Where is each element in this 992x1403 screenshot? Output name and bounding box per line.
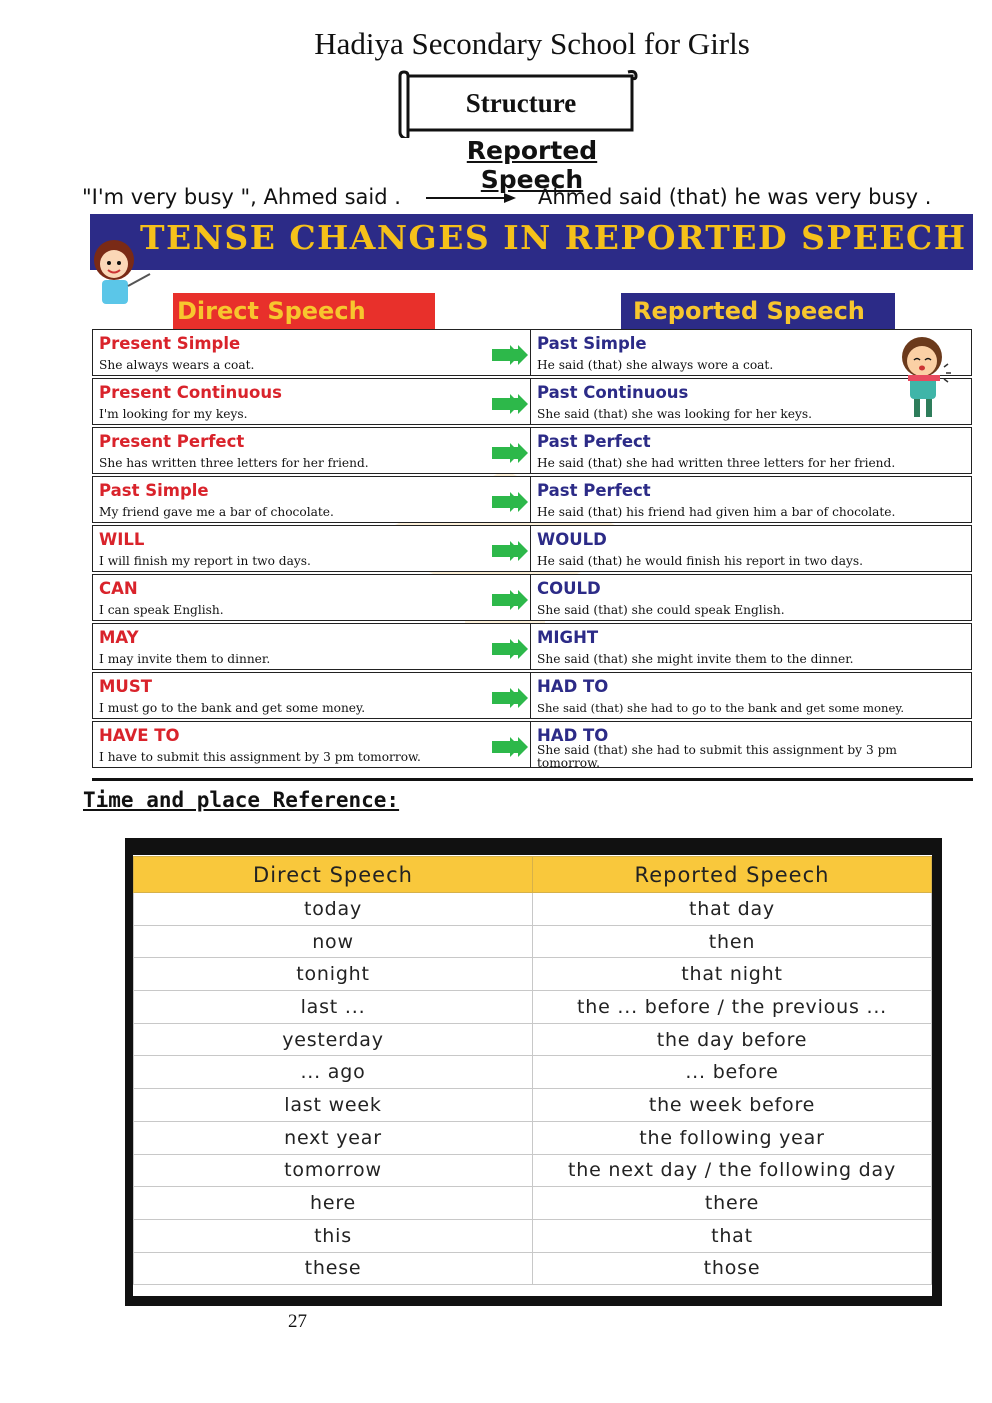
table-row xyxy=(134,991,932,1024)
page-number: 27 xyxy=(288,1311,307,1332)
direct-tense-example: She has written three letters for her friend. xyxy=(99,456,369,470)
direct-tense-label: MUST xyxy=(99,677,152,696)
tense-row xyxy=(92,427,972,476)
reported-cell: those xyxy=(533,1252,932,1285)
direct-tense-cell xyxy=(92,623,532,670)
direct-cell: tomorrow xyxy=(134,1154,533,1187)
direct-cell: these xyxy=(134,1252,533,1285)
table-row xyxy=(134,1089,932,1122)
tense-row xyxy=(92,525,972,574)
direct-cell: last ... xyxy=(134,991,533,1024)
table-row xyxy=(134,1219,932,1252)
reported-tense-label: Past Perfect xyxy=(537,432,651,451)
table-row xyxy=(134,925,932,958)
topic-title: Reported Speech xyxy=(466,136,598,194)
direct-tense-example: I will finish my report in two days. xyxy=(99,554,311,568)
reported-tense-cell xyxy=(530,525,972,572)
tense-row xyxy=(92,574,972,623)
direct-tense-label: HAVE TO xyxy=(99,726,180,745)
direct-cell: next year xyxy=(134,1121,533,1154)
table-row xyxy=(134,1187,932,1220)
direct-tense-label: CAN xyxy=(99,579,138,598)
green-arrow-icon xyxy=(492,492,530,512)
direct-tense-example: I'm looking for my keys. xyxy=(99,407,248,421)
direct-tense-label: MAY xyxy=(99,628,139,647)
direct-cell: tonight xyxy=(134,958,533,991)
table-row xyxy=(134,1121,932,1154)
tense-row xyxy=(92,672,972,721)
green-arrow-icon xyxy=(492,737,530,757)
direct-tense-label: Present Continuous xyxy=(99,383,282,402)
reported-tense-example: He said (that) his friend had given him a bar of chocolate. xyxy=(537,505,896,519)
reported-tense-label: WOULD xyxy=(537,530,607,549)
direct-cell: now xyxy=(134,925,533,958)
tense-row xyxy=(92,378,972,427)
reported-speech-column-header: Reported Speech xyxy=(533,857,932,893)
reported-cell: there xyxy=(533,1187,932,1220)
reported-cell: the day before xyxy=(533,1023,932,1056)
reported-tense-cell xyxy=(530,427,972,474)
boy-illustration-icon xyxy=(884,331,964,421)
reported-tense-example: He said (that) he would finish his report in two days. xyxy=(537,554,863,568)
green-arrow-icon xyxy=(492,443,530,463)
tense-changes-table xyxy=(92,329,972,770)
reported-cell: then xyxy=(533,925,932,958)
reported-tense-cell xyxy=(530,672,972,719)
green-arrow-icon xyxy=(492,639,530,659)
direct-tense-cell xyxy=(92,672,532,719)
example-direct: "I'm very busy ", Ahmed said . xyxy=(82,185,401,209)
green-arrow-icon xyxy=(492,345,530,365)
reported-cell: ... before xyxy=(533,1056,932,1089)
green-arrow-icon xyxy=(492,394,530,414)
direct-speech-column-header: Direct Speech xyxy=(134,857,533,893)
table-row xyxy=(134,893,932,926)
teacher-illustration-icon xyxy=(88,230,154,306)
direct-tense-cell xyxy=(92,378,532,425)
reported-tense-cell xyxy=(530,476,972,523)
direct-tense-label: Past Simple xyxy=(99,481,209,500)
tense-row xyxy=(92,721,972,770)
reported-tense-example: She said (that) she could speak English. xyxy=(537,603,785,617)
reported-tense-example: He said (that) she always wore a coat. xyxy=(537,358,774,372)
example-arrow-icon xyxy=(424,190,518,206)
direct-cell: here xyxy=(134,1187,533,1220)
reported-tense-example: She said (that) she had to submit this assignment by 3 pm tomorrow. xyxy=(537,743,897,770)
reported-tense-example: She said (that) she might invite them to the dinner. xyxy=(537,652,854,666)
reported-tense-example: She said (that) she had to go to the bank and get some money. xyxy=(537,701,905,715)
divider xyxy=(92,778,973,781)
reported-tense-cell xyxy=(530,623,972,670)
green-arrow-icon xyxy=(492,590,530,610)
reported-speech-header xyxy=(621,293,895,329)
green-arrow-icon xyxy=(492,541,530,561)
reported-tense-label: HAD TO xyxy=(537,726,609,745)
direct-tense-cell xyxy=(92,427,532,474)
direct-tense-example: My friend gave me a bar of chocolate. xyxy=(99,505,334,519)
time-place-title: Time and place Reference: xyxy=(83,788,400,812)
green-arrow-icon xyxy=(492,688,530,708)
reported-tense-example: He said (that) she had written three letters for her friend. xyxy=(537,456,896,470)
reported-speech-header-label: Reported Speech xyxy=(633,297,865,325)
direct-tense-label: Present Perfect xyxy=(99,432,245,451)
direct-cell: ... ago xyxy=(134,1056,533,1089)
direct-speech-header-label: Direct Speech xyxy=(177,297,366,325)
reported-cell: the ... before / the previous ... xyxy=(533,991,932,1024)
reported-tense-cell xyxy=(530,721,972,768)
reported-tense-cell xyxy=(530,574,972,621)
direct-tense-cell xyxy=(92,574,532,621)
direct-tense-label: Present Simple xyxy=(99,334,241,353)
reported-tense-label: HAD TO xyxy=(537,677,609,696)
direct-cell: this xyxy=(134,1219,533,1252)
table-row xyxy=(134,1154,932,1187)
direct-speech-header xyxy=(173,293,435,329)
direct-tense-example: I have to submit this assignment by 3 pm tomorrow. xyxy=(99,750,421,764)
direct-tense-example: I may invite them to dinner. xyxy=(99,652,271,666)
time-place-table xyxy=(133,856,932,1285)
tense-row xyxy=(92,476,972,525)
tense-row xyxy=(92,329,972,378)
direct-tense-example: She always wears a coat. xyxy=(99,358,255,372)
direct-cell: yesterday xyxy=(134,1023,533,1056)
school-title: Hadiya Secondary School for Girls xyxy=(314,26,750,61)
table-row xyxy=(134,1056,932,1089)
example-reported: Ahmed said (that) he was very busy . xyxy=(538,185,932,209)
reported-cell: the week before xyxy=(533,1089,932,1122)
reported-tense-label: Past Continuous xyxy=(537,383,689,402)
reported-cell: that night xyxy=(533,958,932,991)
direct-cell: last week xyxy=(134,1089,533,1122)
tense-banner-title: TENSE CHANGES IN REPORTED SPEECH xyxy=(140,218,967,257)
reported-tense-label: COULD xyxy=(537,579,601,598)
reported-cell: that xyxy=(533,1219,932,1252)
reported-tense-label: Past Perfect xyxy=(537,481,651,500)
table-header-row xyxy=(134,857,932,893)
table-row xyxy=(134,1252,932,1285)
direct-cell: today xyxy=(134,893,533,926)
direct-tense-label: WILL xyxy=(99,530,145,549)
reported-cell: the following year xyxy=(533,1121,932,1154)
direct-tense-cell xyxy=(92,721,532,768)
direct-tense-cell xyxy=(92,525,532,572)
reported-cell: that day xyxy=(533,893,932,926)
table-row xyxy=(134,958,932,991)
reported-tense-label: Past Simple xyxy=(537,334,647,353)
direct-tense-cell xyxy=(92,329,532,376)
reported-tense-example: She said (that) she was looking for her keys. xyxy=(537,407,812,421)
reported-cell: the next day / the following day xyxy=(533,1154,932,1187)
direct-tense-cell xyxy=(92,476,532,523)
direct-tense-example: I can speak English. xyxy=(99,603,224,617)
reported-tense-label: MIGHT xyxy=(537,628,599,647)
tense-row xyxy=(92,623,972,672)
structure-label: Structure xyxy=(465,88,577,118)
direct-tense-example: I must go to the bank and get some money. xyxy=(99,701,366,715)
table-row xyxy=(134,1023,932,1056)
